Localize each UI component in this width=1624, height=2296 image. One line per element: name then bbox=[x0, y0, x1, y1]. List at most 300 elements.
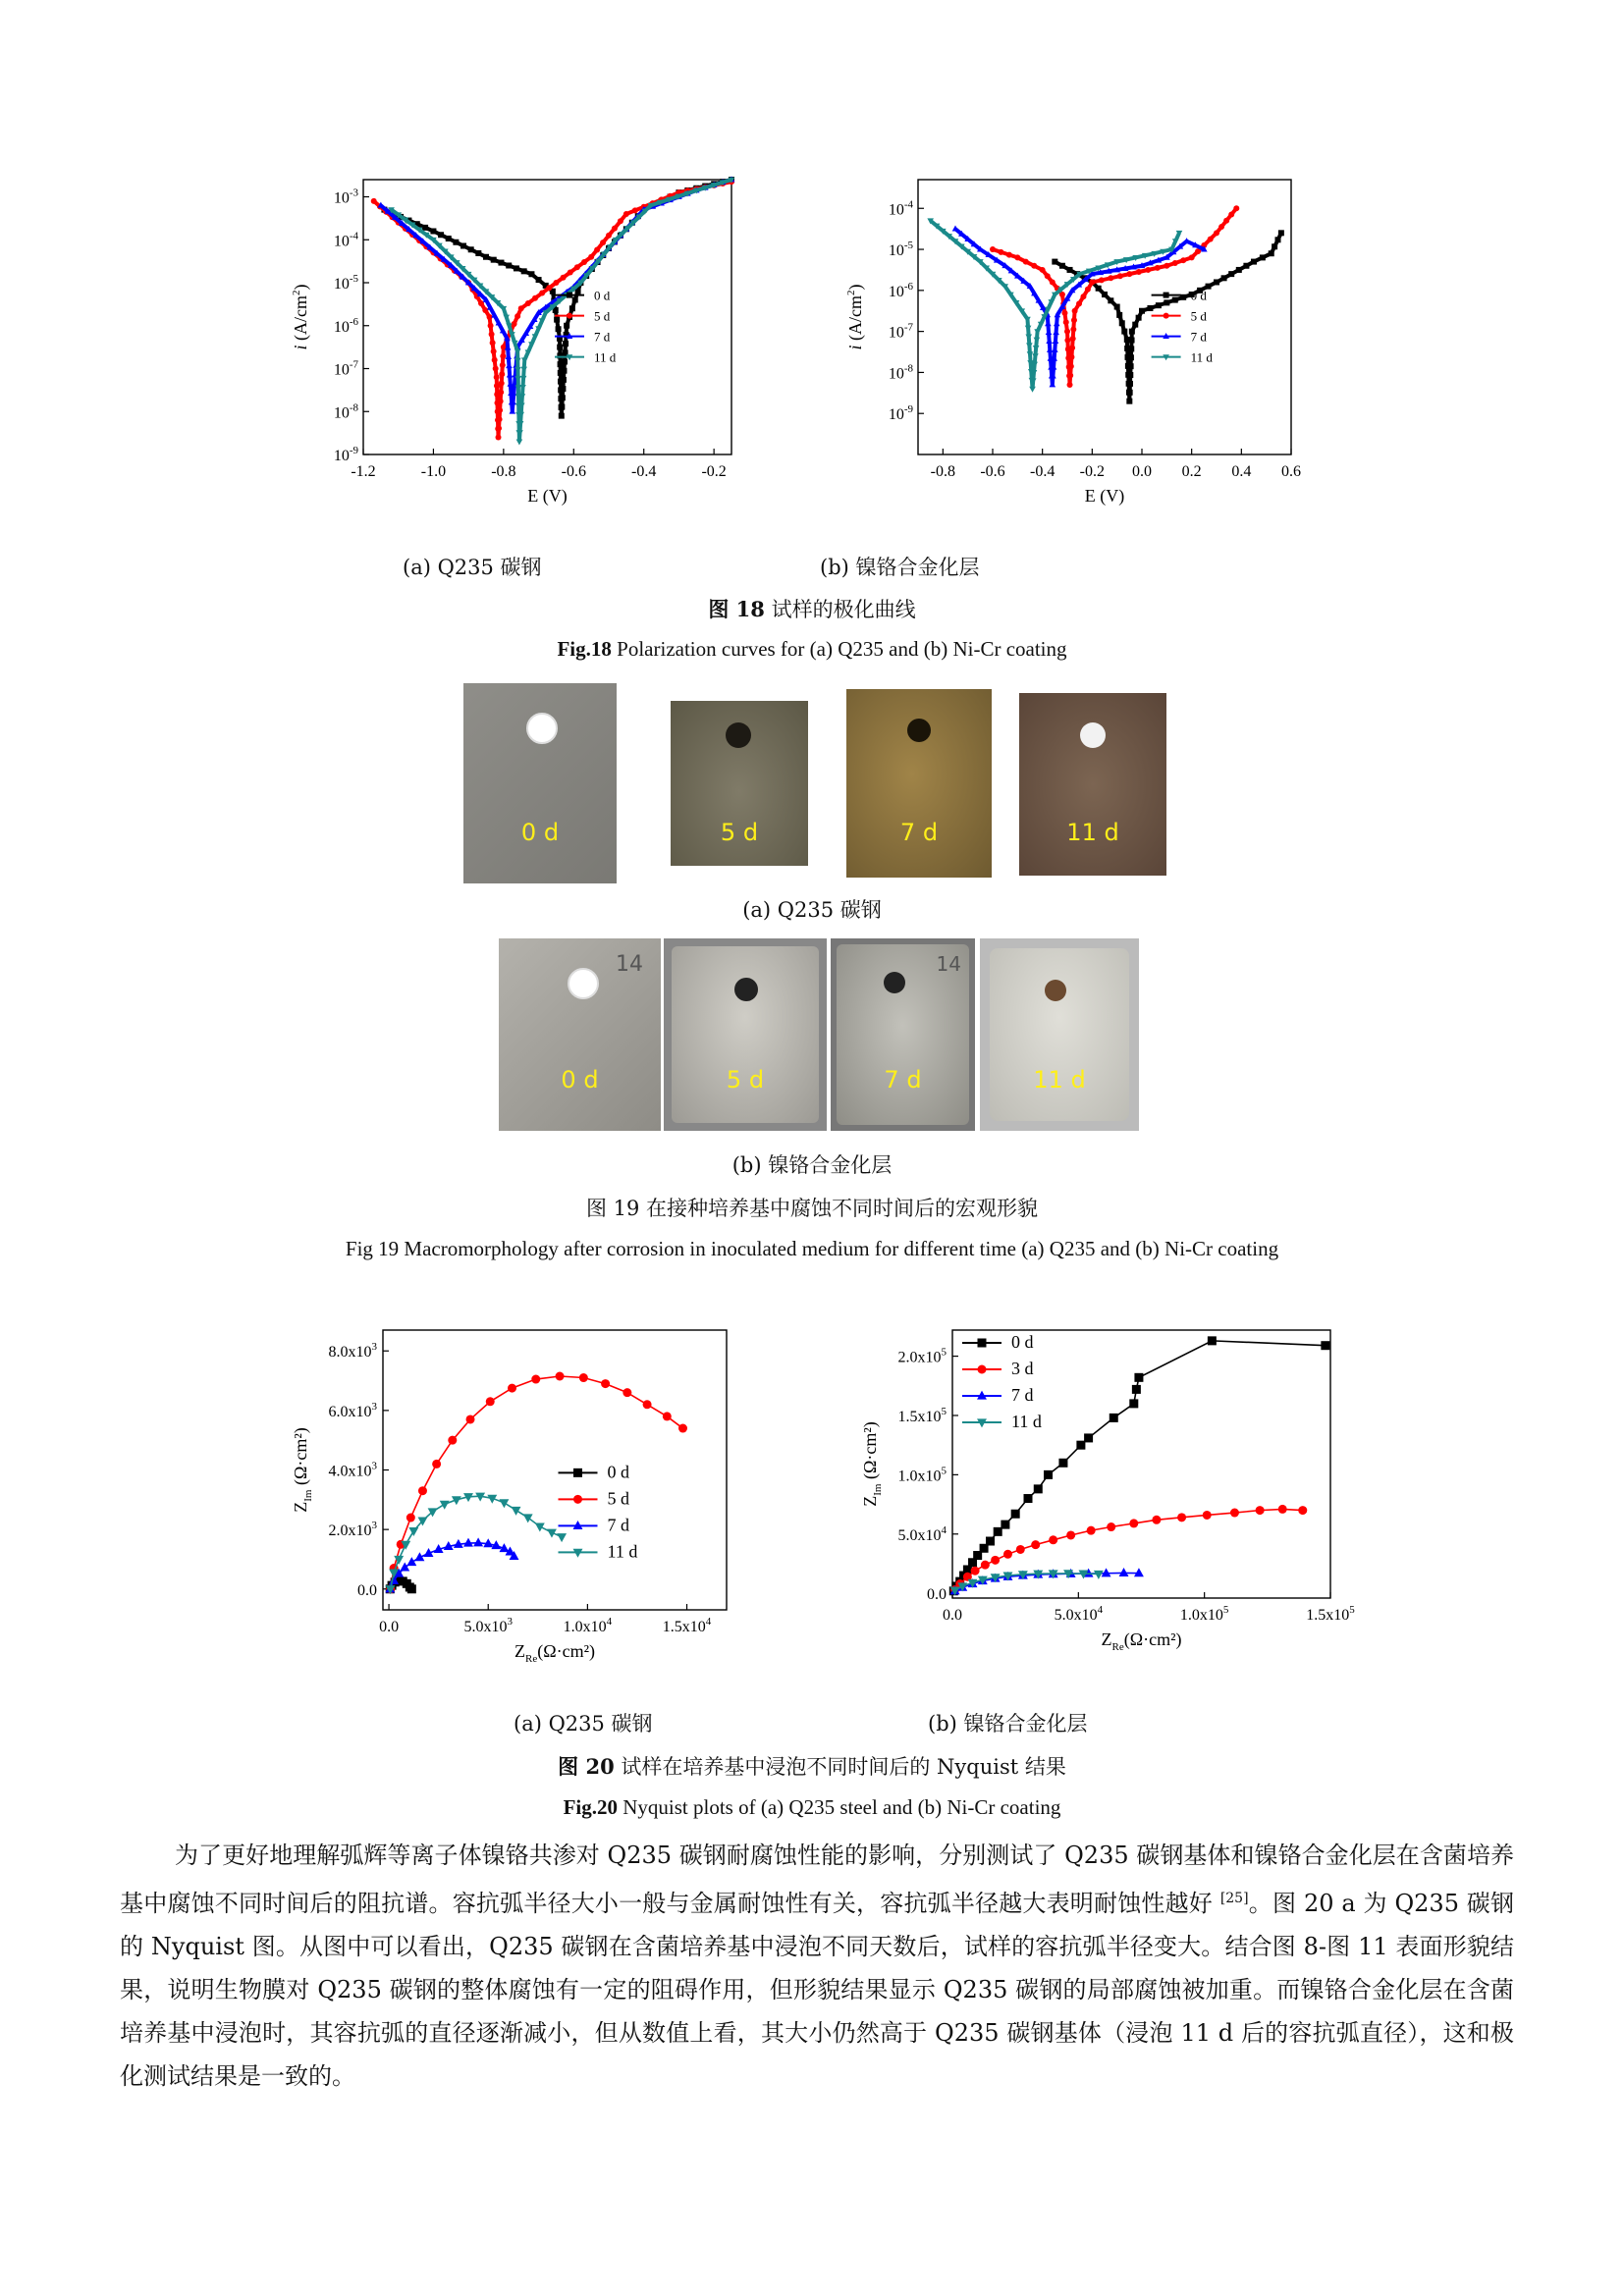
data-point bbox=[466, 1415, 475, 1423]
data-point bbox=[521, 357, 528, 363]
y-tick-label: $6.0x10^3$ bbox=[328, 1400, 377, 1420]
data-point bbox=[407, 1584, 416, 1593]
data-point bbox=[531, 1375, 540, 1384]
data-point bbox=[482, 307, 488, 313]
data-point bbox=[606, 233, 612, 239]
data-point bbox=[1016, 1545, 1025, 1554]
y-tick-label: $4.0x10^3$ bbox=[328, 1460, 377, 1480]
data-point bbox=[1096, 286, 1102, 292]
data-point bbox=[998, 249, 1003, 255]
plot-frame bbox=[918, 180, 1291, 454]
data-point bbox=[1067, 382, 1073, 388]
photo-label: 7 d bbox=[899, 819, 939, 846]
sample-hole bbox=[907, 719, 931, 742]
fig20a-chart bbox=[265, 1310, 756, 1683]
fig20b-chart bbox=[835, 1310, 1375, 1683]
data-point bbox=[1128, 346, 1134, 351]
sample-hole bbox=[526, 713, 558, 744]
data-point bbox=[1164, 299, 1169, 305]
sample-mark-14: 14 bbox=[616, 952, 643, 977]
data-point bbox=[512, 1507, 521, 1516]
body-paragraph bbox=[120, 1834, 1514, 2098]
data-point bbox=[600, 240, 606, 245]
data-point bbox=[1256, 1506, 1265, 1515]
data-point bbox=[498, 390, 504, 396]
data-point bbox=[1119, 1568, 1129, 1576]
data-point bbox=[523, 1514, 533, 1522]
data-point bbox=[516, 439, 523, 445]
data-point bbox=[1064, 338, 1070, 344]
data-point bbox=[579, 1373, 588, 1382]
data-point bbox=[498, 260, 504, 266]
data-point bbox=[408, 1527, 418, 1536]
y-tick-label: 0.0 bbox=[927, 1586, 947, 1604]
data-point bbox=[643, 1400, 652, 1409]
data-point bbox=[492, 357, 498, 363]
data-point bbox=[663, 1412, 672, 1420]
legend-marker bbox=[567, 293, 572, 298]
legend-label: 0 d bbox=[607, 1462, 629, 1482]
data-point bbox=[990, 246, 996, 252]
fig18-text-en: Polarization curves for (a) Q235 and (b) Ni-Cr coating bbox=[611, 637, 1067, 661]
x-axis-label: E (V) bbox=[1084, 486, 1125, 506]
data-point bbox=[564, 323, 569, 329]
data-point bbox=[493, 366, 499, 372]
data-point bbox=[532, 295, 538, 301]
data-point bbox=[574, 264, 580, 270]
body-text-2: 。图 20 a 为 Q235 碳钢的 Nyquist 图。从图中可以看出，Q235 碳钢在含菌培养基中浸泡不同天数后，试样的容抗弧半径变大。结合图 8-图 11 表面形貌结果，说明生物膜对 Q235 碳钢的整体腐蚀有一定的阻碍作用，但形貌结果显示 Q235 碳钢的局部腐蚀被加重。而镍铬合金化层在含菌培养基中浸泡时，其容抗弧的直径逐渐减小，但从数值上看，其大小仍然高于 Q235 碳钢基体（浸泡 11 d 后的容抗弧直径），这和极化测试结果是一致的。 bbox=[120, 1890, 1514, 2090]
data-point bbox=[491, 257, 497, 263]
x-tick-label: -0.6 bbox=[561, 463, 586, 480]
data-point bbox=[499, 371, 505, 377]
photo-nicr-11d bbox=[980, 938, 1139, 1131]
data-point bbox=[475, 250, 481, 256]
data-point bbox=[1050, 381, 1056, 387]
data-point bbox=[528, 271, 534, 277]
photo-label: 11 d bbox=[1066, 819, 1119, 846]
data-point bbox=[1228, 271, 1234, 277]
data-point bbox=[448, 1436, 457, 1445]
data-point bbox=[1243, 263, 1249, 269]
data-point bbox=[494, 374, 500, 380]
data-point bbox=[1046, 329, 1053, 335]
data-point bbox=[561, 275, 567, 281]
fig20-title-en bbox=[0, 1795, 1624, 1820]
data-point bbox=[514, 265, 519, 271]
photo-label: 7 d bbox=[884, 1066, 922, 1094]
data-point bbox=[519, 385, 526, 391]
data-point bbox=[514, 313, 520, 319]
data-point bbox=[1272, 243, 1277, 249]
data-point bbox=[1114, 304, 1120, 310]
x-tick-label: -1.2 bbox=[351, 463, 376, 480]
data-point bbox=[1172, 297, 1178, 303]
data-point bbox=[432, 1460, 441, 1468]
y-tick-label: $2.0x10^5$ bbox=[897, 1346, 947, 1366]
plot-frame bbox=[363, 180, 731, 454]
y-tick-label: $10^{-7}$ bbox=[333, 358, 358, 379]
data-point bbox=[1203, 1511, 1212, 1520]
data-point bbox=[568, 270, 573, 276]
data-point bbox=[612, 226, 618, 232]
data-point bbox=[1278, 1505, 1287, 1514]
data-point bbox=[1072, 308, 1078, 314]
data-point bbox=[971, 1567, 980, 1575]
data-point bbox=[1164, 263, 1169, 269]
photo-nicr-7d bbox=[831, 938, 975, 1131]
sample-hole bbox=[568, 968, 599, 999]
data-point bbox=[1189, 254, 1195, 260]
legend-label: 5 d bbox=[1190, 308, 1207, 324]
photo-q235-5d bbox=[663, 683, 816, 883]
data-point bbox=[490, 340, 496, 346]
fig19-title-cn: 图 19 在接种培养基中腐蚀不同时间后的宏观形貌 bbox=[585, 1197, 1039, 1220]
data-point bbox=[1032, 353, 1039, 359]
data-point bbox=[581, 259, 587, 265]
data-point bbox=[1155, 265, 1161, 271]
data-point bbox=[1076, 1441, 1085, 1450]
data-point bbox=[1127, 390, 1133, 396]
data-point bbox=[986, 1537, 995, 1546]
legend-marker bbox=[1164, 293, 1169, 298]
data-point bbox=[557, 345, 563, 350]
data-point bbox=[1129, 1399, 1138, 1408]
data-point bbox=[536, 277, 542, 283]
data-point bbox=[1025, 326, 1032, 332]
data-point bbox=[520, 367, 527, 373]
data-point bbox=[1128, 363, 1134, 369]
y-tick-label: $10^{-6}$ bbox=[333, 315, 358, 336]
data-point bbox=[489, 332, 495, 338]
y-axis-label: i $(A/cm^2)$ bbox=[845, 284, 865, 350]
photo-q235-11d bbox=[1013, 683, 1172, 883]
data-point bbox=[1127, 372, 1133, 378]
data-point bbox=[1177, 1513, 1186, 1522]
x-tick-label: -0.4 bbox=[1030, 463, 1056, 480]
data-point bbox=[569, 305, 575, 311]
series-3d bbox=[950, 1505, 1307, 1594]
fig18-label-cn: 图 18 bbox=[708, 597, 765, 621]
y-tick-label: $10^{-6}$ bbox=[888, 280, 913, 300]
data-point bbox=[509, 408, 515, 414]
data-point bbox=[1066, 1530, 1075, 1539]
legend-label: 5 d bbox=[607, 1488, 629, 1509]
data-point bbox=[446, 236, 452, 241]
data-point bbox=[1214, 279, 1219, 285]
legend-marker bbox=[573, 1495, 582, 1504]
fig18b-chart bbox=[825, 172, 1335, 525]
data-point bbox=[1024, 1494, 1033, 1503]
fig20-label-en: Fig.20 bbox=[563, 1795, 618, 1819]
data-point bbox=[460, 243, 466, 249]
sample-mark-14: 14 bbox=[936, 952, 961, 976]
sample-hole bbox=[884, 972, 905, 993]
data-point bbox=[1084, 1433, 1093, 1442]
data-point bbox=[1049, 1535, 1057, 1544]
data-point bbox=[468, 246, 474, 252]
data-point bbox=[1067, 373, 1073, 379]
data-point bbox=[1044, 1470, 1053, 1479]
legend bbox=[962, 1332, 1042, 1431]
data-point bbox=[557, 1533, 567, 1542]
x-tick-label: -0.8 bbox=[491, 463, 516, 480]
photo-label: 5 d bbox=[720, 819, 759, 846]
x-tick-label: 0.0 bbox=[379, 1619, 400, 1635]
data-point bbox=[518, 305, 524, 311]
data-point bbox=[478, 300, 484, 306]
data-point bbox=[1180, 257, 1186, 263]
data-point bbox=[601, 1379, 610, 1388]
data-point bbox=[594, 246, 600, 252]
y-tick-label: 0.0 bbox=[357, 1581, 377, 1599]
x-axis-label: $Z_{Re}(\Omega\cdot cm^2)$ bbox=[514, 1641, 595, 1665]
legend bbox=[559, 1462, 638, 1561]
x-tick-label: $5.0x10^4$ bbox=[1054, 1604, 1104, 1624]
fig19-subcaption-a: (a) Q235 碳钢 bbox=[742, 898, 882, 922]
data-point bbox=[499, 1499, 509, 1508]
x-tick-label: 0.0 bbox=[943, 1607, 962, 1624]
legend-marker bbox=[567, 313, 572, 319]
data-point bbox=[1040, 267, 1046, 273]
y-tick-label: $10^{-3}$ bbox=[333, 187, 358, 207]
data-point bbox=[1126, 271, 1132, 277]
x-tick-label: 0.2 bbox=[1181, 463, 1202, 480]
photo-q235-0d bbox=[463, 683, 617, 883]
data-point bbox=[1045, 273, 1051, 279]
data-point bbox=[1134, 1373, 1143, 1382]
data-point bbox=[1218, 224, 1224, 230]
fig18-text-cn: 试样的极化曲线 bbox=[764, 598, 916, 621]
sample-plate bbox=[1019, 693, 1166, 876]
data-point bbox=[1129, 338, 1135, 344]
data-point bbox=[1221, 275, 1227, 281]
data-point bbox=[588, 254, 594, 260]
data-point bbox=[1025, 334, 1032, 340]
data-point bbox=[1274, 237, 1280, 242]
data-point bbox=[559, 403, 565, 409]
data-point bbox=[1052, 347, 1058, 352]
legend-label: 0 d bbox=[1011, 1332, 1034, 1352]
y-tick-label: $10^{-7}$ bbox=[888, 321, 913, 342]
sample-hole bbox=[1080, 722, 1106, 748]
data-point bbox=[1298, 1506, 1307, 1515]
data-point bbox=[1172, 260, 1178, 266]
data-point bbox=[546, 285, 552, 291]
data-point bbox=[1156, 302, 1162, 308]
legend-label: 7 d bbox=[1190, 329, 1207, 345]
x-tick-label: 0.6 bbox=[1281, 463, 1301, 480]
fig20-text-cn: 试样在培养基中浸泡不同时间后的 Nyquist 结果 bbox=[614, 1755, 1066, 1779]
fig18-title-cn bbox=[0, 594, 1624, 623]
data-point bbox=[556, 1371, 565, 1380]
legend-marker bbox=[1164, 313, 1169, 319]
data-point bbox=[1003, 1550, 1012, 1559]
data-point bbox=[520, 376, 527, 382]
y-tick-label: $2.0x10^3$ bbox=[328, 1520, 377, 1540]
data-point bbox=[1132, 1385, 1141, 1394]
data-point bbox=[1127, 381, 1133, 387]
data-point bbox=[1102, 292, 1108, 297]
series-line bbox=[391, 1376, 683, 1589]
series-5d bbox=[386, 1371, 687, 1593]
data-point bbox=[1208, 1336, 1217, 1345]
data-point bbox=[1045, 320, 1052, 326]
legend-label: 7 d bbox=[607, 1515, 629, 1535]
data-point bbox=[561, 377, 567, 383]
data-point bbox=[1001, 1521, 1009, 1529]
y-tick-label: $10^{-5}$ bbox=[888, 240, 913, 260]
x-axis-label: $Z_{Re}(\Omega\cdot cm^2)$ bbox=[1101, 1629, 1182, 1653]
data-point bbox=[422, 225, 428, 231]
y-tick-label: $1.0x10^5$ bbox=[897, 1465, 947, 1485]
fig18a-chart bbox=[275, 172, 746, 525]
data-point bbox=[438, 232, 444, 238]
data-point bbox=[525, 300, 531, 306]
data-point bbox=[1014, 254, 1020, 260]
data-point bbox=[506, 362, 513, 368]
y-tick-label: $10^{-5}$ bbox=[333, 273, 358, 293]
x-tick-label: -0.4 bbox=[631, 463, 657, 480]
data-point bbox=[623, 211, 629, 217]
fig20-subcaption-a: (a) Q235 碳钢 bbox=[514, 1712, 653, 1735]
y-tick-label: $8.0x10^3$ bbox=[328, 1341, 377, 1362]
data-point bbox=[491, 348, 497, 354]
data-point bbox=[418, 1486, 427, 1495]
x-tick-label: -0.2 bbox=[701, 463, 727, 480]
y-axis-label: $Z_{Im}$ (Ω·cm²) bbox=[860, 1421, 884, 1507]
data-point bbox=[1070, 327, 1076, 333]
fig20-text-en: Nyquist plots of (a) Q235 steel and (b) Ni-Cr coating bbox=[618, 1795, 1061, 1819]
data-point bbox=[1031, 263, 1037, 269]
sample-hole bbox=[734, 978, 758, 1001]
data-point bbox=[1087, 1526, 1096, 1535]
sample-plate bbox=[672, 946, 819, 1123]
x-tick-label: $1.0x10^4$ bbox=[563, 1616, 613, 1635]
data-point bbox=[406, 1557, 416, 1566]
data-point bbox=[1046, 338, 1053, 344]
y-tick-label: $10^{-8}$ bbox=[888, 362, 913, 383]
x-tick-label: $1.0x10^5$ bbox=[1179, 1604, 1229, 1624]
data-point bbox=[1110, 1414, 1118, 1422]
data-point bbox=[1136, 269, 1142, 275]
data-point bbox=[500, 353, 506, 359]
fig20-title-cn bbox=[0, 1751, 1624, 1781]
x-tick-label: $1.5x10^5$ bbox=[1306, 1604, 1355, 1624]
photo-label: 0 d bbox=[561, 1066, 599, 1094]
y-tick-label: $10^{-9}$ bbox=[888, 403, 913, 424]
data-point bbox=[1099, 277, 1105, 283]
data-point bbox=[1147, 305, 1153, 311]
x-tick-label: -1.0 bbox=[420, 463, 447, 480]
data-point bbox=[1053, 338, 1059, 344]
data-point bbox=[1121, 329, 1127, 335]
data-point bbox=[497, 416, 503, 422]
y-tick-label: $10^{-4}$ bbox=[888, 198, 913, 219]
data-point bbox=[1208, 237, 1214, 242]
body-text-1: 为了更好地理解弧辉等离子体镍铬共渗对 Q235 碳钢耐腐蚀性能的影响，分别测试了 Q235 碳钢基体和镍铬合金化层在含菌培养基中腐蚀不同时间后的阻抗谱。容抗弧半径大小一般与金属耐蚀性有关，容抗弧半径越大表明耐蚀性越好 bbox=[120, 1842, 1514, 1917]
data-point bbox=[483, 254, 489, 260]
citation-ref: [25] bbox=[1219, 1891, 1249, 1906]
data-point bbox=[1068, 363, 1074, 369]
y-tick-label: $10^{-9}$ bbox=[333, 445, 358, 464]
data-point bbox=[488, 323, 494, 329]
photo-label: 5 d bbox=[726, 1066, 765, 1094]
legend-label: 5 d bbox=[594, 308, 611, 324]
data-point bbox=[498, 399, 504, 404]
legend-label: 0 d bbox=[1190, 288, 1207, 303]
data-point bbox=[1251, 259, 1257, 265]
legend-marker bbox=[573, 1468, 582, 1477]
x-tick-label: $1.5x10^4$ bbox=[662, 1616, 712, 1635]
photo-label: 11 d bbox=[1033, 1066, 1086, 1094]
data-point bbox=[554, 317, 560, 323]
data-point bbox=[371, 198, 377, 204]
data-point bbox=[1026, 343, 1033, 348]
data-point bbox=[430, 229, 436, 235]
fig18-title-en bbox=[0, 637, 1624, 662]
photo-label: 0 d bbox=[520, 819, 560, 846]
data-point bbox=[1067, 267, 1073, 273]
data-point bbox=[1214, 230, 1219, 236]
data-point bbox=[440, 1501, 450, 1510]
data-point bbox=[562, 359, 568, 365]
data-point bbox=[1136, 315, 1142, 321]
data-point bbox=[453, 240, 459, 245]
x-axis-label: E (V) bbox=[527, 486, 568, 506]
data-point bbox=[1071, 317, 1077, 323]
data-point bbox=[1034, 329, 1041, 335]
x-tick-label: 0.0 bbox=[1132, 463, 1152, 480]
legend-label: 11 d bbox=[1011, 1412, 1042, 1431]
data-point bbox=[1223, 218, 1229, 224]
x-tick-label: -0.8 bbox=[930, 463, 955, 480]
legend-label: 7 d bbox=[594, 329, 611, 345]
sample-plate bbox=[846, 689, 992, 878]
data-point bbox=[505, 353, 512, 359]
data-point bbox=[1228, 212, 1234, 218]
sample-hole bbox=[1045, 980, 1066, 1001]
data-point bbox=[1236, 267, 1242, 273]
plot-frame bbox=[383, 1330, 727, 1610]
data-point bbox=[497, 407, 503, 413]
y-tick-label: $10^{-8}$ bbox=[333, 401, 358, 422]
data-point bbox=[563, 341, 568, 347]
data-point bbox=[1119, 320, 1125, 326]
sample-hole bbox=[726, 722, 751, 748]
data-point bbox=[508, 1384, 516, 1393]
data-point bbox=[1024, 317, 1031, 323]
data-point bbox=[1034, 338, 1041, 344]
legend-label: 11 d bbox=[594, 349, 617, 365]
data-point bbox=[1126, 399, 1132, 404]
fig19-title-en: Fig 19 Macromorphology after corrosion in inoculated medium for different time (a) Q235 and (b) Ni-Cr coating bbox=[345, 1237, 1279, 1260]
fig20-subcaption-b: (b) 镍铬合金化层 bbox=[928, 1712, 1088, 1735]
data-point bbox=[1094, 1571, 1104, 1579]
data-point bbox=[496, 425, 502, 431]
data-point bbox=[1068, 354, 1074, 360]
data-point bbox=[1108, 275, 1113, 281]
data-point bbox=[1034, 1484, 1043, 1493]
data-point bbox=[1058, 1459, 1067, 1468]
legend-label: 7 d bbox=[1011, 1385, 1034, 1405]
data-point bbox=[1070, 336, 1076, 342]
data-point bbox=[1145, 267, 1151, 273]
data-point bbox=[539, 291, 545, 296]
data-point bbox=[991, 1556, 1000, 1565]
data-point bbox=[473, 1537, 483, 1546]
data-point bbox=[1260, 254, 1266, 260]
fig18-subcaption-a: (a) Q235 碳钢 bbox=[403, 556, 542, 579]
